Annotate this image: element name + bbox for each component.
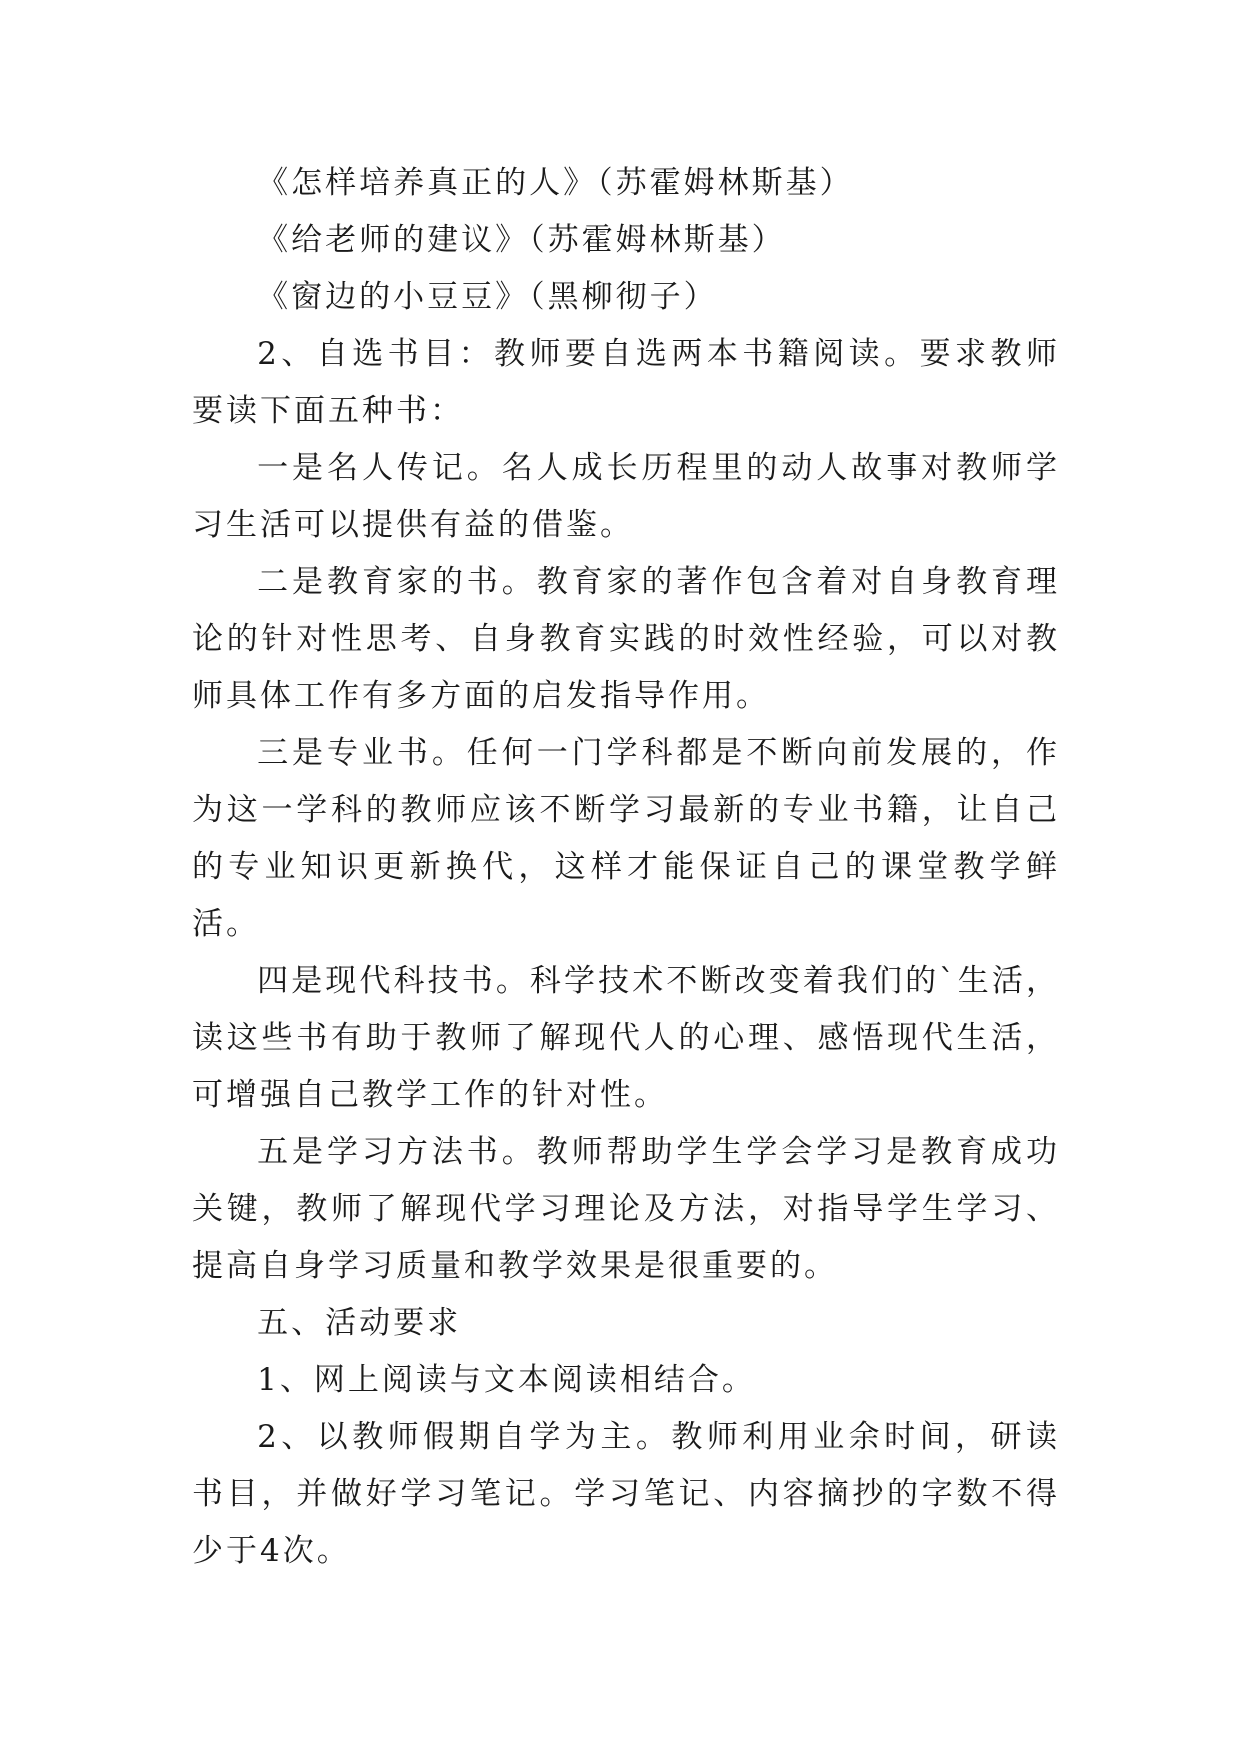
book-title-line: 《怎样培养真正的人》（苏霍姆林斯基）: [257, 165, 854, 201]
educator-books-paragraph: 二是教育家的书。教育家的著作包含着对自身教育理论的针对性思考、自身教育实践的时效性经验，可以对教师具体工作有多方面的启发指导作用。: [192, 564, 1060, 714]
professional-books-paragraph: 三是专业书。任何一门学科都是不断向前发展的，作为这一学科的教师应该不断学习最新的专业书籍，让自己的专业知识更新换代，这样才能保证自己的课堂教学鲜活。: [192, 735, 1060, 942]
book-title-line: 《窗边的小豆豆》（黑柳彻子）: [257, 279, 718, 315]
document-body: [192, 155, 1060, 1580]
book-title-line: 《给老师的建议》（苏霍姆林斯基）: [257, 222, 786, 258]
learning-method-books-paragraph: 五是学习方法书。教师帮助学生学会学习是教育成功关键，教师了解现代学习理论及方法，对指导学生学习、提高自身学习质量和教学效果是很重要的。: [192, 1134, 1060, 1284]
biography-paragraph: 一是名人传记。名人成长历程里的动人故事对教师学习生活可以提供有益的借鉴。: [192, 450, 1060, 543]
section-heading: 五、活动要求: [257, 1305, 462, 1341]
science-books-paragraph: 四是现代科技书。科学技术不断改变着我们的`生活，读这些书有助于教师了解现代人的心理、感悟现代生活，可增强自己教学工作的针对性。: [192, 963, 1060, 1113]
requirement-item: 1、网上阅读与文本阅读相结合。: [257, 1362, 756, 1398]
requirement-item: 2、以教师假期自学为主。教师利用业余时间，研读书目，并做好学习笔记。学习笔记、内容摘抄的字数不得少于4次。: [192, 1419, 1060, 1569]
self-selected-books-paragraph: 2、自选书目：教师要自选两本书籍阅读。要求教师要读下面五种书：: [192, 336, 1060, 429]
